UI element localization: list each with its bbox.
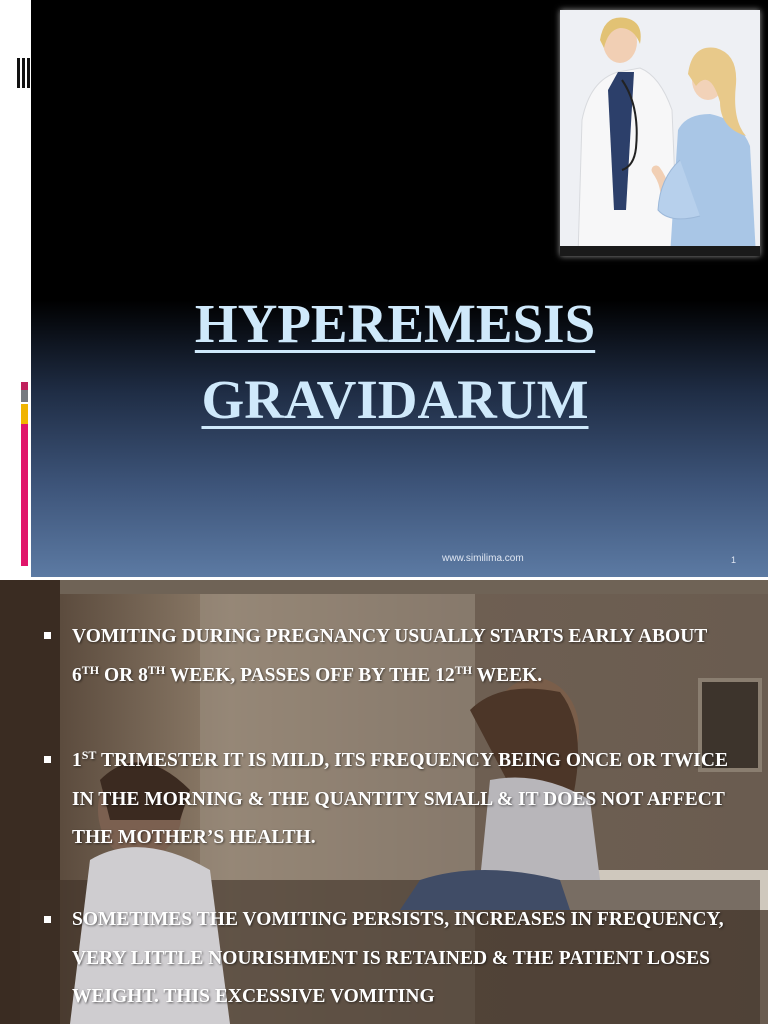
accent-bar bbox=[21, 404, 28, 424]
corner-mark bbox=[22, 58, 25, 88]
page-number: 1 bbox=[731, 555, 737, 565]
bullet-marker bbox=[44, 756, 51, 763]
slide-title bbox=[100, 286, 690, 438]
accent-bar bbox=[21, 424, 28, 566]
bullet-marker bbox=[44, 632, 51, 639]
title-line: GRAVIDARUM bbox=[201, 369, 589, 430]
content-slide bbox=[0, 580, 768, 1024]
doctor-patient-illustration bbox=[560, 10, 760, 256]
footer-url: www.similima.com bbox=[442, 553, 524, 564]
bullet-item: VOMITING DURING PREGNANCY USUALLY STARTS EARLY ABOUT 6TH OR 8TH WEEK, PASSES OFF BY THE 12TH WEEK. bbox=[72, 626, 707, 686]
title-line: HYPEREMESIS bbox=[194, 293, 596, 354]
corner-mark bbox=[17, 58, 20, 88]
accent-bar bbox=[21, 390, 28, 402]
doctor-patient-photo bbox=[560, 10, 760, 256]
accent-bar bbox=[21, 382, 28, 390]
bullet-list bbox=[0, 580, 768, 1024]
bullet-item: 1ST TRIMESTER IT IS MILD, ITS FREQUENCY BEING ONCE OR TWICE IN THE MORNING & THE QUANTITY SMALL & IT DOES NOT AFFECT THE MOTHER’S HEALTH. bbox=[72, 748, 728, 848]
bullet-item: SOMETIMES THE VOMITING PERSISTS, INCREASES IN FREQUENCY, VERY LITTLE NOURISHMENT IS RETAINED & THE PATIENT LOSES WEIGHT. THIS EXCESSIVE VOMITING bbox=[72, 909, 724, 1007]
corner-mark bbox=[27, 58, 30, 88]
bullet-marker bbox=[44, 916, 51, 923]
